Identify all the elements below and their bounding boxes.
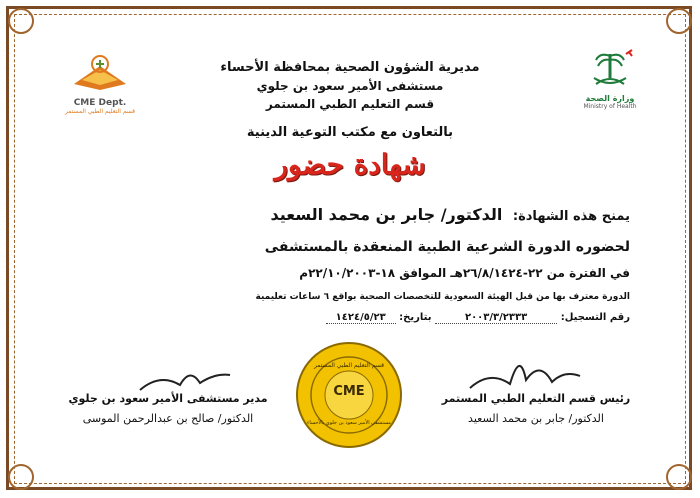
corner-ornament — [666, 8, 692, 34]
cme-dept-logo — [60, 50, 140, 115]
attendance-line: لحضوره الدورة الشرعية الطبية المنعقدة بالمستشفى — [264, 239, 630, 255]
registration-line — [326, 312, 630, 323]
moh-label-ar: وزارة الصحة — [585, 94, 635, 103]
registration-number: ٢٠٠٣/٣/٢٣٣٣ — [435, 312, 557, 324]
certificate-title: شهادة حضور — [274, 148, 426, 181]
corner-ornament — [8, 464, 34, 490]
corner-ornament — [8, 8, 34, 34]
accreditation-line: الدورة معترف بها من قبل الهيئة السعودية للتخصصات الصحية بواقع ٦ ساعات تعليمية — [255, 292, 630, 302]
palm-swords-emblem-icon — [580, 48, 640, 90]
header-line-3: قسم التعليم الطبي المستمر — [265, 97, 435, 111]
header-line-2: مستشفى الأمير سعود بن جلوي — [256, 79, 444, 93]
right-signatory-name: الدكتور/ جابر بن محمد السعيد — [468, 412, 604, 425]
header-line-1: مديرية الشؤون الصحية بمحافظة الأحساء — [220, 60, 480, 75]
recipient-line — [271, 205, 630, 224]
corner-ornament — [666, 464, 692, 490]
period-line: في الفترة من ٢٢-٢٦/٨/١٤٢٤هـ الموافق ١٨-٢٢/١٠/٢٠٠٣م — [299, 266, 630, 280]
cme-logo-sub: قسم التعليم الطبي المستمر — [64, 108, 136, 115]
cme-logo-label: CME Dept. — [73, 98, 127, 108]
book-emblem-icon — [60, 50, 140, 94]
registration-label: رقم التسجيل: — [560, 312, 630, 323]
left-signatory-title: مدير مستشفى الأمير سعود بن جلوي — [68, 392, 268, 405]
right-signature — [460, 340, 590, 400]
header-line-4: بالتعاون مع مكتب التوعية الدينية — [246, 125, 454, 140]
cme-seal — [294, 340, 404, 450]
right-signatory-title: رئيس قسم التعليم الطبي المستمر — [441, 392, 631, 405]
granted-label: يمنح هذه الشهادة: — [512, 209, 630, 224]
seal-ring-bottom: مستشفى الأمير سعود بن جلوي بالأحساء — [307, 420, 391, 426]
ministry-of-health-logo — [580, 48, 640, 118]
seal-ring-top: قسم التعليم الطبي المستمر — [313, 362, 385, 369]
seal-center-text: CME — [333, 384, 365, 399]
recipient-name: الدكتور/ جابر بن محمد السعيد — [270, 205, 503, 224]
date-label: بتاريخ: — [399, 312, 432, 323]
registration-date: ١٤٢٤/٥/٢٣ — [326, 312, 396, 324]
moh-label-en: Ministry of Health — [583, 103, 637, 110]
left-signatory-name: الدكتور/ صالح بن عبدالرحمن الموسى — [82, 412, 254, 425]
